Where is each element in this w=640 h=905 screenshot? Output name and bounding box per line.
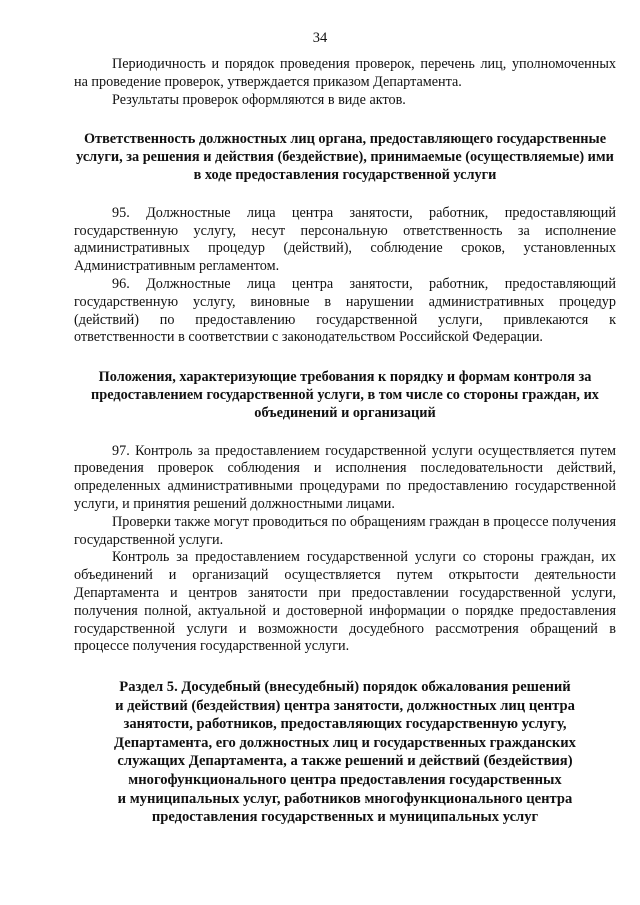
- paragraph-public-control: Контроль за предоставлением государственной услуги со стороны граждан, их объединений и организаций осуществляется путем открытости деятельности Департамента и центров занятости при предоставлении государственной услуги, получения полной, актуальной и достоверной информации о порядке предоставления государственной услуги и возможности досудебного рассмотрения обращений в процессе получения государственной услуги.: [74, 549, 616, 655]
- section-5-line: и муниципальных услуг, работников многофункционального центра: [117, 790, 573, 807]
- heading-control-requirements: Положения, характеризующие требования к порядку и формам контроля за предоставлением государственной услуги, в том числе со стороны граждан, их объединений и организаций: [91, 369, 599, 421]
- paragraph-96: 96. Должностные лица центра занятости, работник, предоставляющий государственную услугу, виновные в нарушении административных процедур (действий) по предоставлению государственной услуги, привлекаются к ответственности в соответствии с законодательством Российской Федерации.: [74, 275, 616, 346]
- section-5-line: многофункционального центра предоставления государственных: [128, 772, 562, 789]
- page-number: 34: [312, 30, 328, 46]
- section-5-line: служащих Департамента, а также решений и действий (бездействия): [117, 753, 573, 770]
- section-5-line: предоставления государственных и муниципальных услуг: [151, 809, 539, 826]
- section-5-line: занятости, работников, предоставляющих государственную услугу,: [123, 716, 567, 733]
- paragraph-citizen-appeals: Проверки также могут проводиться по обращениям граждан в процессе получения государственной услуги.: [74, 513, 616, 548]
- paragraph-95: 95. Должностные лица центра занятости, работник, предоставляющий государственную услугу, несут персональную ответственность за исполнение административных процедур (действий), соблюдение сроков, установленных Административным регламентом.: [74, 204, 616, 275]
- page-body: [74, 56, 616, 827]
- paragraph-inspection-frequency: Периодичность и порядок проведения проверок, перечень лиц, уполномоченных на проведение проверок, утверждается приказом Департамента.: [74, 56, 616, 90]
- section-5-line: и действий (бездействия) центра занятости, должностных лиц центра: [115, 697, 575, 714]
- section-5-heading: [74, 678, 616, 827]
- section-5-line: Раздел 5. Досудебный (внесудебный) порядок обжалования решений: [119, 679, 571, 696]
- paragraph-97: 97. Контроль за предоставлением государственной услуги осуществляется путем проведения проверок соблюдения и исполнения последовательности действий, определенных административными процедурами по предоставлению государственной услуги, и принятия решений должностными лицами.: [74, 442, 616, 512]
- paragraph-inspection-results: Результаты проверок оформляются в виде актов.: [112, 91, 406, 108]
- section-5-line: Департамента, его должностных лиц и государственных гражданских: [114, 734, 576, 751]
- heading-officials-responsibility: Ответственность должностных лиц органа, предоставляющего государственные услуги, за решения и действия (бездействие), принимаемые (осуществляемые) ими в ходе предоставления государственной услуги: [76, 131, 614, 183]
